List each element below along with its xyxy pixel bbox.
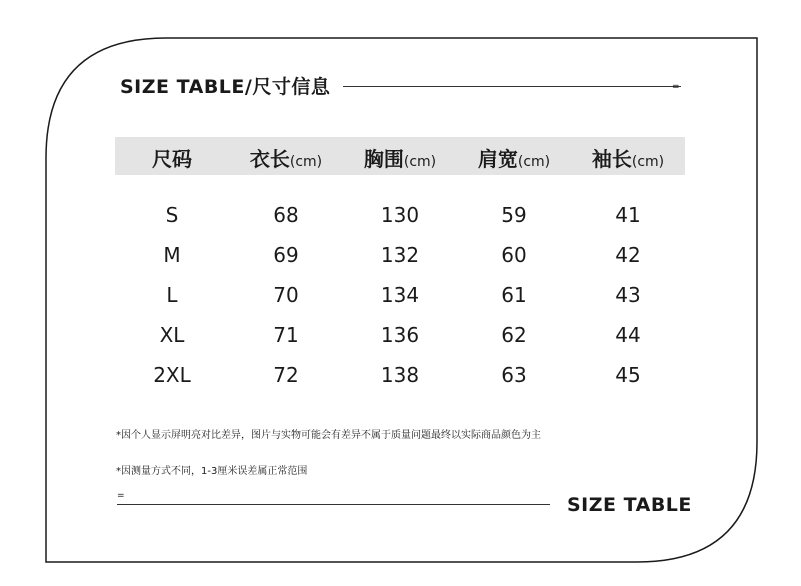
table-cell: 134 — [380, 283, 420, 307]
table-cell: 69 — [273, 243, 299, 267]
table-cell: 132 — [380, 243, 420, 267]
column-header-unit: (cm) — [403, 154, 437, 170]
table-cell: 136 — [380, 323, 420, 347]
table-cell: 45 — [615, 363, 641, 387]
table-cell: 59 — [501, 203, 527, 227]
table-cell: 62 — [501, 323, 527, 347]
page-title: SIZE TABLE/尺寸信息 — [120, 76, 331, 98]
column-header-unit: (cm) — [517, 154, 551, 170]
table-cell: 72 — [273, 363, 299, 387]
column-header-label: 尺码 — [152, 147, 192, 171]
column-header-unit: (cm) — [631, 154, 665, 170]
table-cell: M — [163, 243, 181, 267]
header-eq-mark: = — [672, 82, 680, 92]
table-cell: XL — [159, 323, 185, 347]
table-cell: 42 — [615, 243, 641, 267]
column-header-sleeve — [558, 143, 698, 172]
table-cell: 71 — [273, 323, 299, 347]
footer-label: SIZE TABLE — [567, 494, 692, 516]
table-cell: 70 — [273, 283, 299, 307]
table-cell: 41 — [615, 203, 641, 227]
column-header-label: 袖长 — [591, 147, 632, 171]
table-cell: 2XL — [153, 363, 191, 387]
column-header-label: 胸围 — [363, 147, 404, 171]
table-cell: 138 — [380, 363, 420, 387]
note-color-difference: *因个人显示屏明亮对比差异，图片与实物可能会有差异不属于质量问题最终以实际商品颜色为主 — [116, 430, 541, 441]
footer-eq-mark: = — [117, 491, 125, 501]
footer-divider — [117, 504, 550, 505]
table-cell: 63 — [501, 363, 527, 387]
header-divider — [343, 86, 681, 87]
column-header-label: 衣长 — [249, 147, 290, 171]
note-measurement-error: *因测量方式不同，1-3厘米误差属正常范围 — [116, 466, 308, 477]
column-header-label: 肩宽 — [477, 147, 518, 171]
table-cell: L — [166, 283, 178, 307]
table-cell: 44 — [615, 323, 641, 347]
table-cell: S — [165, 203, 179, 227]
table-cell: 68 — [273, 203, 299, 227]
table-cell: 60 — [501, 243, 527, 267]
column-header-unit: (cm) — [289, 154, 323, 170]
table-cell: 130 — [380, 203, 420, 227]
table-cell: 43 — [615, 283, 641, 307]
table-cell: 61 — [501, 283, 527, 307]
